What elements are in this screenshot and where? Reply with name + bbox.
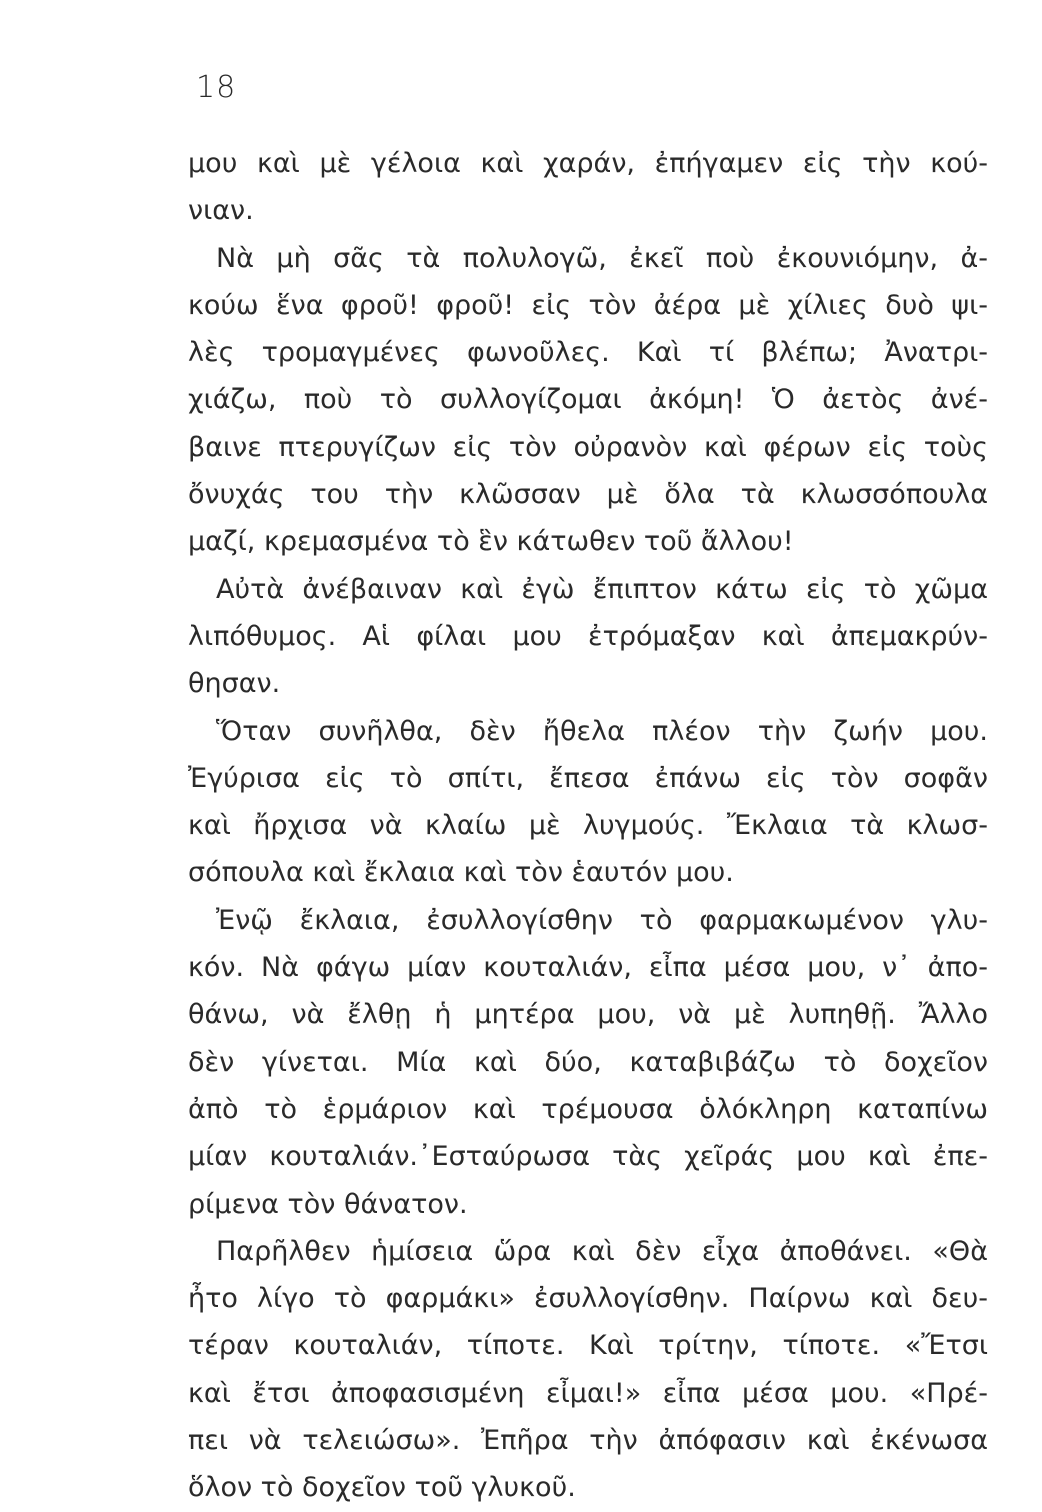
text-line: ἦτο λίγο τὸ φαρμάκι» ἐσυλλογίσθην. Παίρνω καὶ δευ- — [188, 1283, 988, 1315]
text-line: νιαν. — [188, 195, 254, 227]
text-line: μίαν κουταλιάν.᾿Εσταύρωσα τὰς χεῖράς μου καὶ ἐπε- — [188, 1141, 988, 1173]
text-line: χιάζω, ποὺ τὸ συλλογίζομαι ἀκόμη! Ὁ ἀετὸς ἀνέ- — [188, 384, 988, 416]
text-line: δὲν γίνεται. Μία καὶ δύο, καταβιβάζω τὸ δοχεῖον — [188, 1046, 988, 1078]
text-line: τέραν κουταλιάν, τίποτε. Καὶ τρίτην, τίποτε. «Ἔτσι — [188, 1330, 988, 1362]
text-line: Ἐγύρισα εἰς τὸ σπίτι, ἔπεσα ἐπάνω εἰς τὸν σοφᾶν — [188, 762, 988, 794]
text-line: πει νὰ τελειώσω». Ἐπῆρα τὴν ἀπόφασιν καὶ ἐκένωσα — [188, 1425, 988, 1457]
text-line: βαινε πτερυγίζων εἰς τὸν οὐρανὸν καὶ φέρων εἰς τοὺς — [188, 431, 988, 463]
text-line: μαζί, κρεμασμένα τὸ ἓν κάτωθεν τοῦ ἄλλου! — [188, 526, 794, 558]
text-line: Ἐνῷ ἔκλαια, ἐσυλλογίσθην τὸ φαρμακωμένον γλυ- — [216, 904, 988, 936]
text-line: λὲς τρομαγμένες φωνοῦλες. Καὶ τί βλέπω; Ἀνατρι- — [188, 337, 988, 369]
text-line: Νὰ μὴ σᾶς τὰ πολυλογῶ, ἐκεῖ ποὺ ἐκουνιόμην, ἀ- — [216, 242, 988, 274]
text-line: κούω ἕνα φροῦ! φροῦ! εἰς τὸν ἀέρα μὲ χίλιες δυὸ ψι- — [188, 289, 988, 321]
text-line: ὄνυχάς του τὴν κλῶσσαν μὲ ὅλα τὰ κλωσσόπουλα — [188, 479, 988, 511]
text-line: Παρῆλθεν ἡμίσεια ὥρα καὶ δὲν εἶχα ἀποθάνει. «Θὰ — [216, 1235, 988, 1267]
body-text — [188, 140, 988, 1512]
text-line: ρίμενα τὸν θάνατον. — [188, 1188, 468, 1220]
text-line: μου καὶ μὲ γέλοια καὶ χαράν, ἐπήγαμεν εἰς τὴν κού- — [188, 148, 988, 179]
text-line: καὶ ἤρχισα νὰ κλαίω μὲ λυγμούς. Ἔκλαια τὰ κλωσ- — [188, 810, 988, 842]
text-line: λιπόθυμος. Αἱ φίλαι μου ἐτρόμαξαν καὶ ἀπεμακρύν- — [188, 620, 988, 652]
text-line: κόν. Νὰ φάγω μίαν κουταλιάν, εἶπα μέσα μου, ν᾿ ἀπο- — [188, 952, 988, 984]
text-line: ἀπὸ τὸ ἑρμάριον καὶ τρέμουσα ὁλόκληρη καταπίνω — [188, 1093, 988, 1125]
text-line: Αὐτὰ ἀνέβαιναν καὶ ἐγὼ ἔπιπτον κάτω εἰς τὸ χῶμα — [216, 573, 988, 605]
text-line: θησαν. — [188, 668, 281, 700]
text-line: Ὅταν συνῆλθα, δὲν ἤθελα πλέον τὴν ζωήν μου. — [216, 715, 988, 747]
text-line: σόπουλα καὶ ἔκλαια καὶ τὸν ἑαυτόν μου. — [188, 857, 734, 889]
text-line: θάνω, νὰ ἔλθῃ ἡ μητέρα μου, νὰ μὲ λυπηθῇ. Ἄλλο — [188, 999, 988, 1031]
text-line: καὶ ἔτσι ἀποφασισμένη εἶμαι!» εἶπα μέσα μου. «Πρέ- — [188, 1377, 988, 1409]
page-number: 18 — [196, 70, 237, 105]
text-line: ὅλον τὸ δοχεῖον τοῦ γλυκοῦ. — [188, 1472, 576, 1504]
